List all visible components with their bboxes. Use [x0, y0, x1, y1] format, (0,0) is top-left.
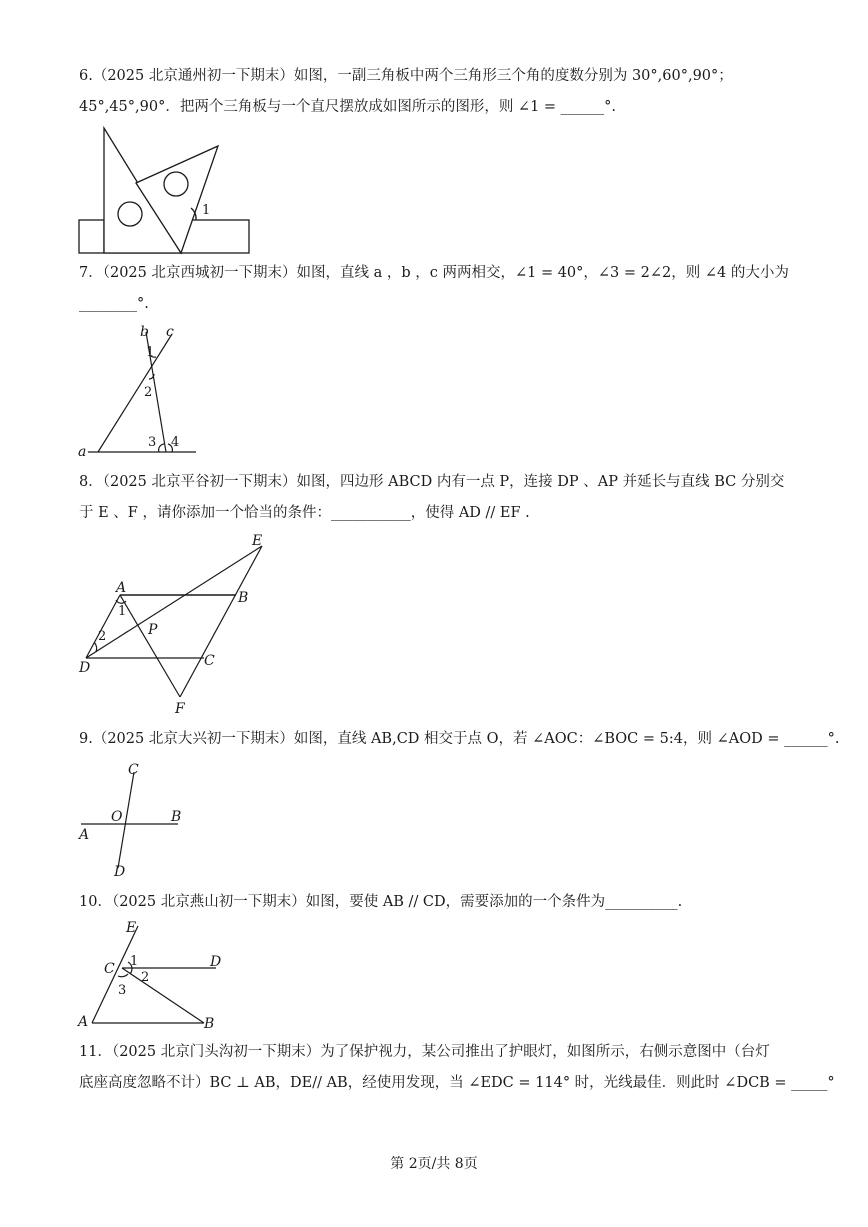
line-BC-extended [180, 546, 262, 697]
label-2: 2 [98, 629, 107, 644]
label-E: E [126, 920, 137, 936]
q11-text-line-2: 底座高度忽略不计）BC ⊥ AB，DE// AB，经使用发现，当 ∠EDC = 114° 时，光线最佳．则此时 ∠DCB = _____° [79, 1075, 835, 1091]
label-1: 1 [118, 604, 127, 619]
q9-figure [76, 758, 186, 878]
label-B: B [238, 590, 249, 606]
q10-figure [76, 918, 236, 1033]
label-B: B [204, 1016, 215, 1032]
label-2: 2 [144, 385, 153, 400]
label-O: O [111, 809, 123, 825]
label-D: D [210, 954, 222, 970]
label-F: F [175, 701, 185, 717]
line-c [98, 334, 172, 452]
label-1: 1 [202, 203, 211, 218]
label-B: B [171, 809, 182, 825]
label-a: a [78, 444, 87, 460]
q8-figure [76, 530, 276, 715]
q7-text-line-1: 7．（2025 北京西城初一下期末）如图，直线 a ，b ，c 两两相交，∠1 = 40°，∠3 = 2∠2，则 ∠4 的大小为 [79, 265, 789, 281]
page-footer: 第 2页/共 8页 [390, 1156, 478, 1172]
q6-figure [76, 128, 256, 258]
q7-text-line-2: ________°. [79, 296, 149, 312]
label-c: c [166, 324, 174, 340]
label-C: C [104, 961, 115, 977]
label-E: E [252, 533, 263, 549]
label-P: P [148, 622, 158, 638]
label-3: 3 [118, 983, 127, 998]
label-A: A [79, 827, 90, 843]
q6-text-line-2: 45°,45°,90°．把两个三角板与一个直尺摆放成如图所示的图形，则 ∠1 = ______°. [79, 99, 617, 115]
label-1: 1 [146, 345, 155, 360]
label-4: 4 [171, 435, 180, 450]
q11-text-line-1: 11．（2025 北京门头沟初一下期末）为了保护视力，某公司推出了护眼灯，如图所示，右侧示意图中（台灯 [79, 1044, 770, 1060]
label-A: A [116, 580, 127, 596]
label-1: 1 [130, 954, 139, 969]
label-b: b [140, 324, 149, 340]
label-C: C [128, 762, 139, 778]
q6-text-line-1: 6.（2025 北京通州初一下期末）如图，一副三角板中两个三角形三个角的度数分别为 30°,60°,90°； [79, 68, 733, 84]
segment-CB [122, 968, 204, 1023]
q8-text-line-2: 于 E 、F ，请你添加一个恰当的条件：___________，使得 AD // EF . [79, 505, 530, 521]
label-A: A [78, 1014, 89, 1030]
segment-AD [86, 595, 120, 658]
label-2: 2 [141, 970, 150, 985]
q7-figure [76, 322, 206, 460]
label-D: D [114, 864, 126, 880]
line-APF [120, 595, 180, 697]
q10-text-line-1: 10．（2025 北京燕山初一下期末）如图，要使 AB // CD，需要添加的一个条件为__________. [79, 894, 683, 910]
label-D: D [79, 660, 91, 676]
label-C: C [204, 653, 215, 669]
q8-text-line-1: 8．（2025 北京平谷初一下期末）如图，四边形 ABCD 内有一点 P，连接 DP 、AP 并延长与直线 BC 分别交 [79, 474, 785, 490]
label-3: 3 [148, 435, 157, 450]
line-DPE [86, 546, 262, 658]
q9-text-line-1: 9.（2025 北京大兴初一下期末）如图，直线 AB,CD 相交于点 O，若 ∠AOC：∠BOC = 5:4，则 ∠AOD = ______°. [79, 731, 840, 747]
